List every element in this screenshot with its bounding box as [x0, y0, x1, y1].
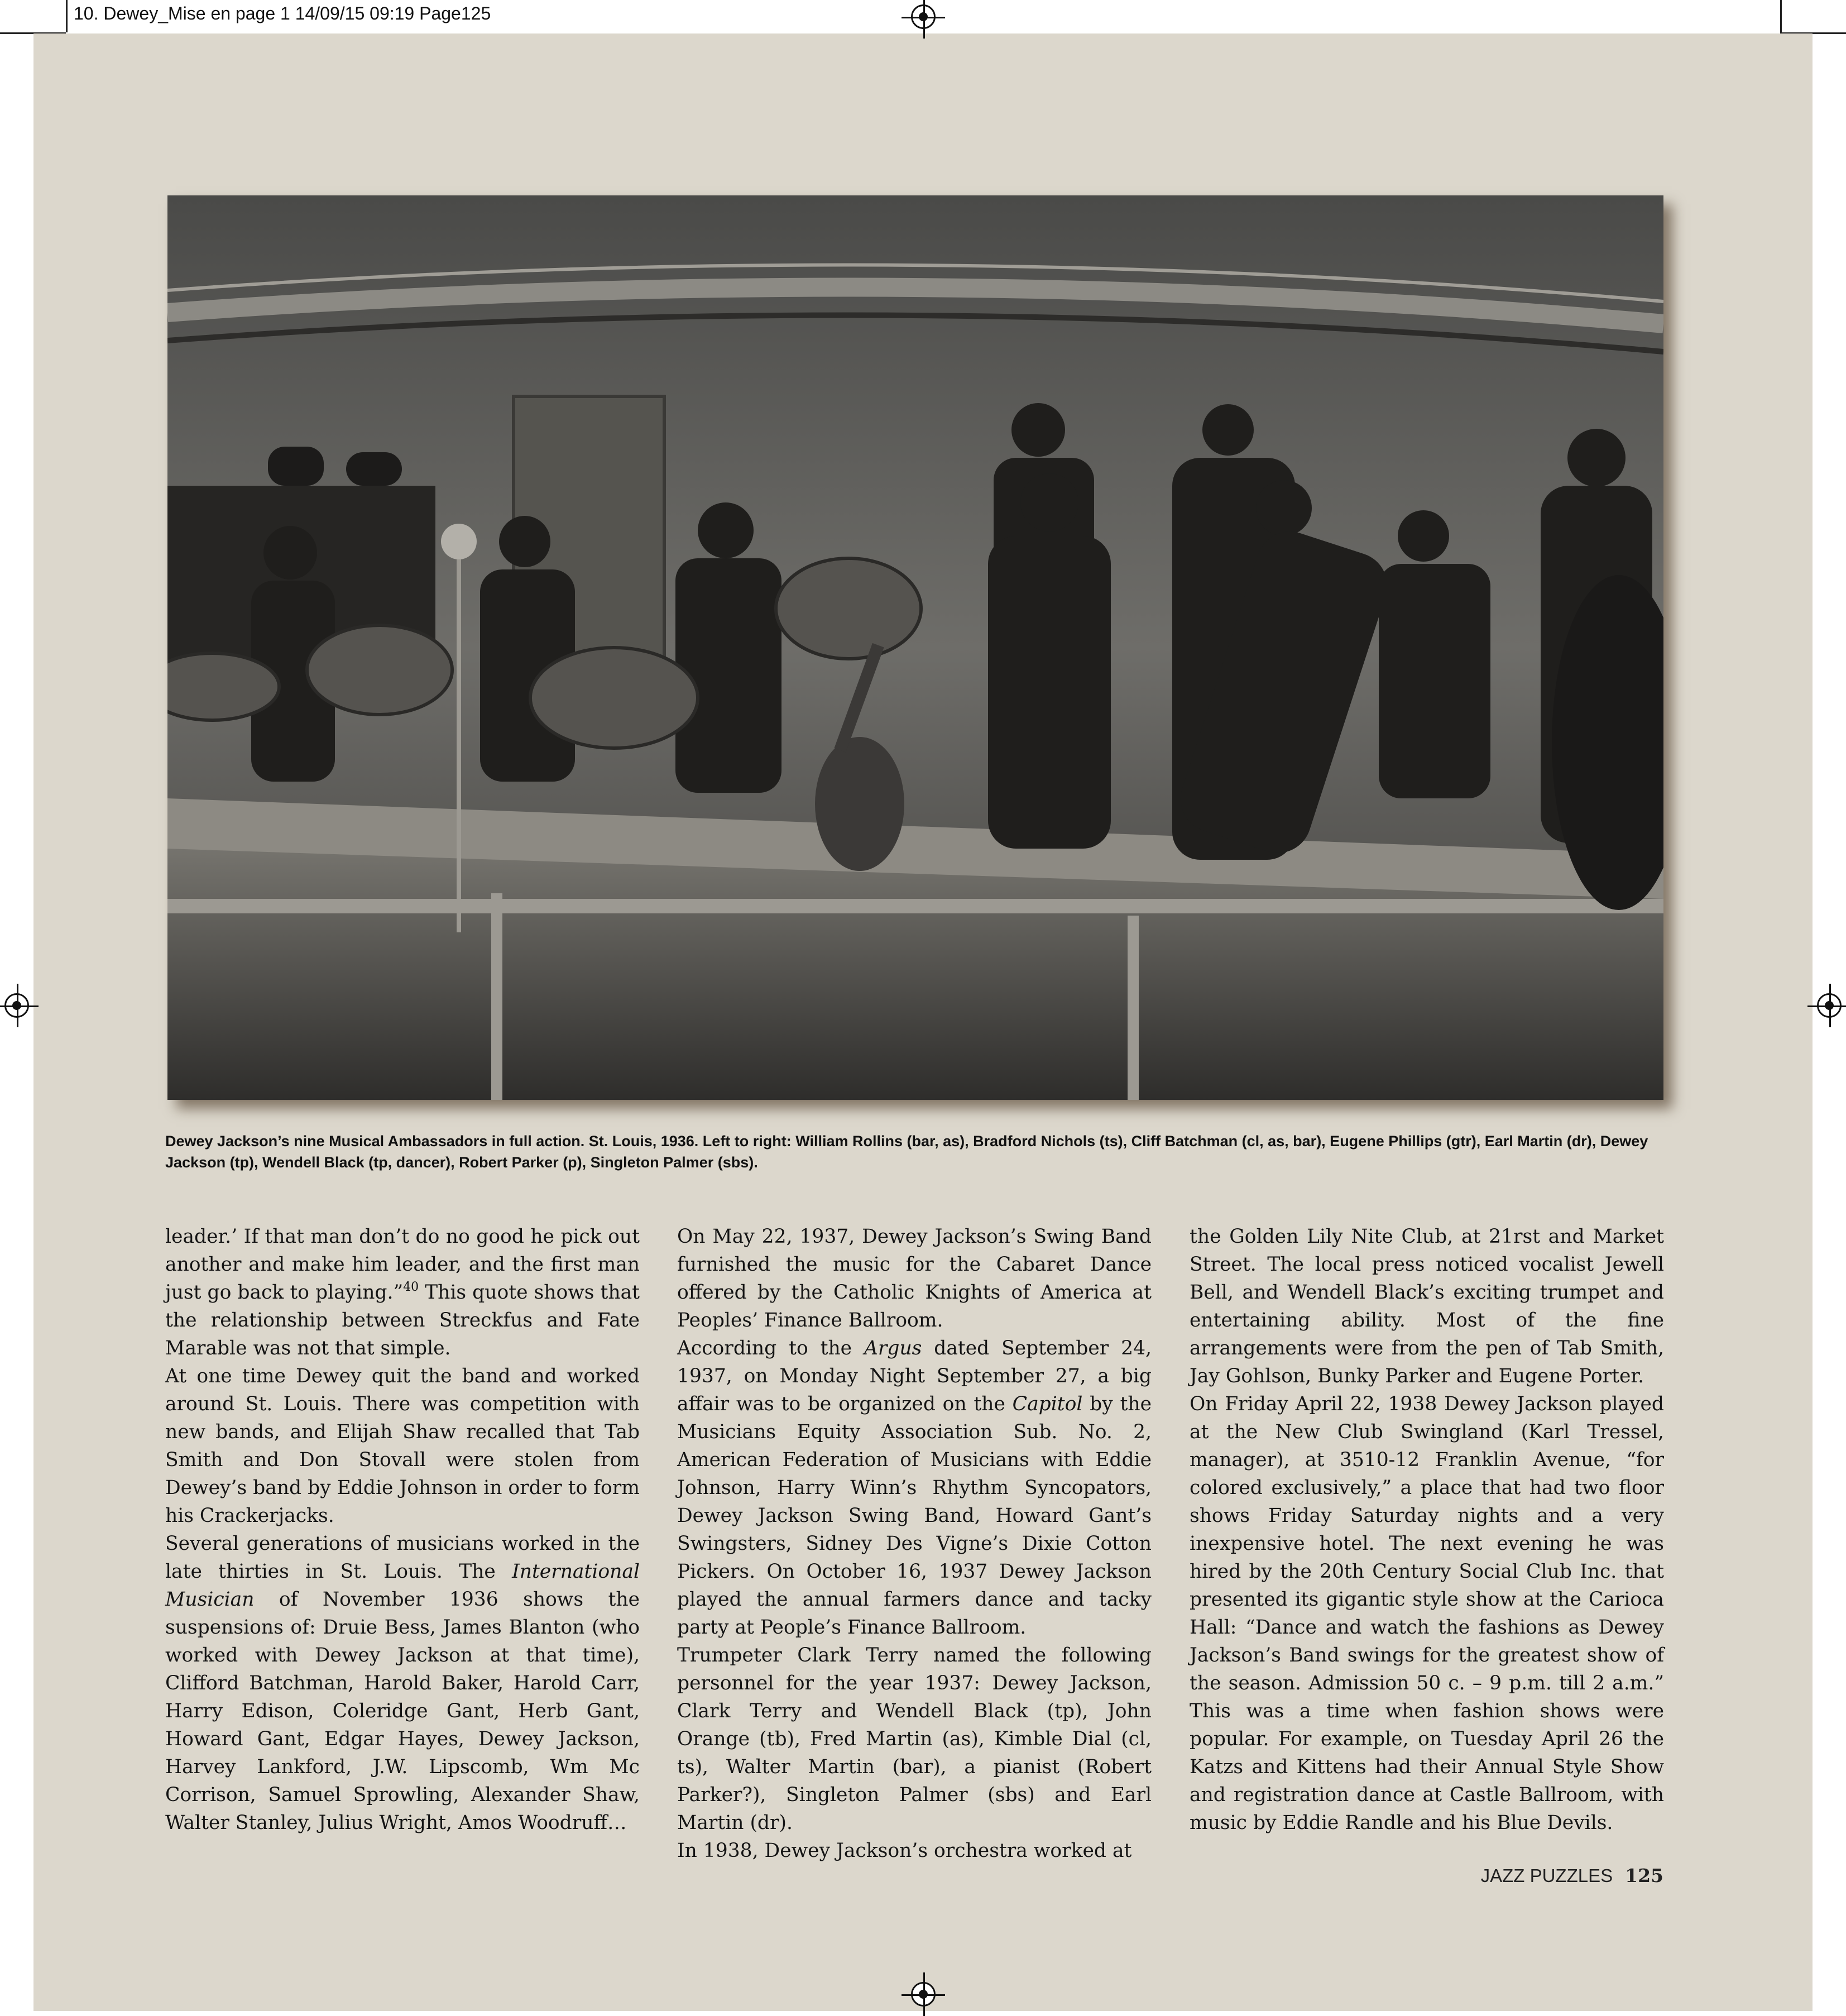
- paragraph: Trumpeter Clark Terry named the following personnel for the year 1937: Dewey Jackson, Clark Terry and Wendell Black (tp), John Orange (tb), Fred Martin (as), Kimble Dial (cl, ts), Walter Martin (bar), a pianist (Robert Parker?), Singleton Palmer (sbs) and Earl Martin (dr).: [677, 1644, 1152, 1834]
- paragraph: [165, 1223, 640, 1362]
- registration-mark-icon: [911, 1982, 936, 2007]
- paragraph: [677, 1334, 1152, 1641]
- text-run: leader.’ If that man don’t do no good he pick out another and make him leader, and the first man just go back to playing.”: [165, 1225, 640, 1304]
- band-photograph: [167, 195, 1663, 1100]
- publication-title: Argus: [864, 1337, 922, 1359]
- page-folio: [1481, 1865, 1663, 1886]
- paragraph: On May 22, 1937, Dewey Jackson’s Swing Band furnished the music for the Cabaret Dance offered by the Catholic Knights of America at Peoples’ Finance Ballroom.: [677, 1225, 1152, 1332]
- text-column-3: [1190, 1223, 1664, 1837]
- registration-mark-icon: [911, 4, 936, 29]
- text-run: This quote shows that the relationship between Streckfus and Fate Marable was not that simple.: [165, 1281, 640, 1359]
- paragraph: On Friday April 22, 1938 Dewey Jackson played at the New Club Swingland (Karl Tressel, manager), at 3510-12 Franklin Avenue, “for colored exclusively,” a place that had two floor shows Friday Saturday nights and a very inexpensive hotel. The next evening he was hired by the 20th Century Social Club Inc. that presented its gigantic style show at the Carioca Hall: “Dance and watch the fashions as Dewey Jackson’s Band swings for the greatest show of the season. Admission 50 c. – 9 p.m. till 2 a.m.” This was a time when fashion shows were popular. For example, on Tuesday April 26 the Katzs and Kittens had their Annual Style Show and registration dance at Castle Ballroom, with music by Eddie Randle and his Blue Devils.: [1190, 1393, 1664, 1834]
- paragraph: In 1938, Dewey Jackson’s orchestra worked at: [677, 1840, 1132, 1862]
- footnote-reference: 40: [403, 1280, 419, 1294]
- publication-title: International Musician: [165, 1560, 640, 1611]
- text-column-2: [677, 1223, 1152, 1865]
- photo-caption: Dewey Jackson’s nine Musical Ambassadors in full action. St. Louis, 1936. Left to right: William Rollins (bar, as), Bradford Nichols (ts), Cliff Batchman (cl, as, bar), Eugene Phillips (gtr), Earl Martin (dr), Dewey Jackson (tp), Wendell Black (tp, dancer), Robert Parker (p), Singleton Palmer (sbs).: [165, 1133, 1648, 1171]
- page-number: 125: [1625, 1865, 1663, 1886]
- paragraph: the Golden Lily Nite Club, at 21rst and Market Street. The local press noticed vocalist Jewell Bell, and Wendell Black’s exciting trumpet and entertaining ability. Most of the fine arrangements were from the pen of Tab Smith, Jay Gohlson, Bunky Parker and Eugene Porter.: [1190, 1225, 1664, 1387]
- registration-mark-icon: [1817, 993, 1842, 1018]
- slug-line: 10. Dewey_Mise en page 1 14/09/15 09:19 Page125: [74, 3, 491, 23]
- text-run: of November 1936 shows the suspensions of: Druie Bess, James Blanton (who worked with Dewey Jackson at that time), Clifford Batchman, Harold Baker, Harold Carr, Harry Edison, Coleridge Gant, Herb Gant, Howard Gant, Edgar Hayes, Dewey Jackson, Harvey Lankford, J.W. Lipscomb, Wm Mc Corrison, Samuel Sprowling, Alexander Shaw, Walter Stanley, Julius Wright, Amos Woodruff…: [165, 1588, 640, 1834]
- text-column-1: [165, 1223, 640, 1837]
- registration-mark-icon: [4, 993, 29, 1018]
- publication-title: Capitol: [1012, 1393, 1083, 1415]
- text-run: dated September 24, 1937, on Monday Night September 27, a big affair was to be organized on the: [677, 1337, 1152, 1415]
- crop-mark: [1780, 0, 1782, 32]
- paragraph: At one time Dewey quit the band and worked around St. Louis. There was competition with new bands, and Elijah Shaw recalled that Tab Smith and Don Stovall were stolen from Dewey’s band by Eddie Johnson in order to form his Crackerjacks.: [165, 1365, 640, 1527]
- photo-band-on-stage-icon: [167, 195, 1663, 1100]
- text-run: Several generations of musicians worked in the late thirties in St. Louis. The: [165, 1533, 640, 1583]
- text-run: by the Musicians Equity Association Sub. No. 2, American Federation of Musicians with Eddie Johnson, Harry Winn’s Rhythm Syncopators, Dewey Jackson Swing Band, Howard Gant’s Swingsters, Sidney Des Vigne’s Dixie Cotton Pickers. On October 16, 1937 Dewey Jackson played the annual farmers dance and tacky party at People’s Finance Ballroom.: [677, 1393, 1152, 1639]
- running-title: JAZZ PUZZLES: [1480, 1865, 1613, 1886]
- crop-mark: [66, 0, 68, 32]
- text-run: According to the: [677, 1337, 864, 1359]
- paragraph: [165, 1530, 640, 1837]
